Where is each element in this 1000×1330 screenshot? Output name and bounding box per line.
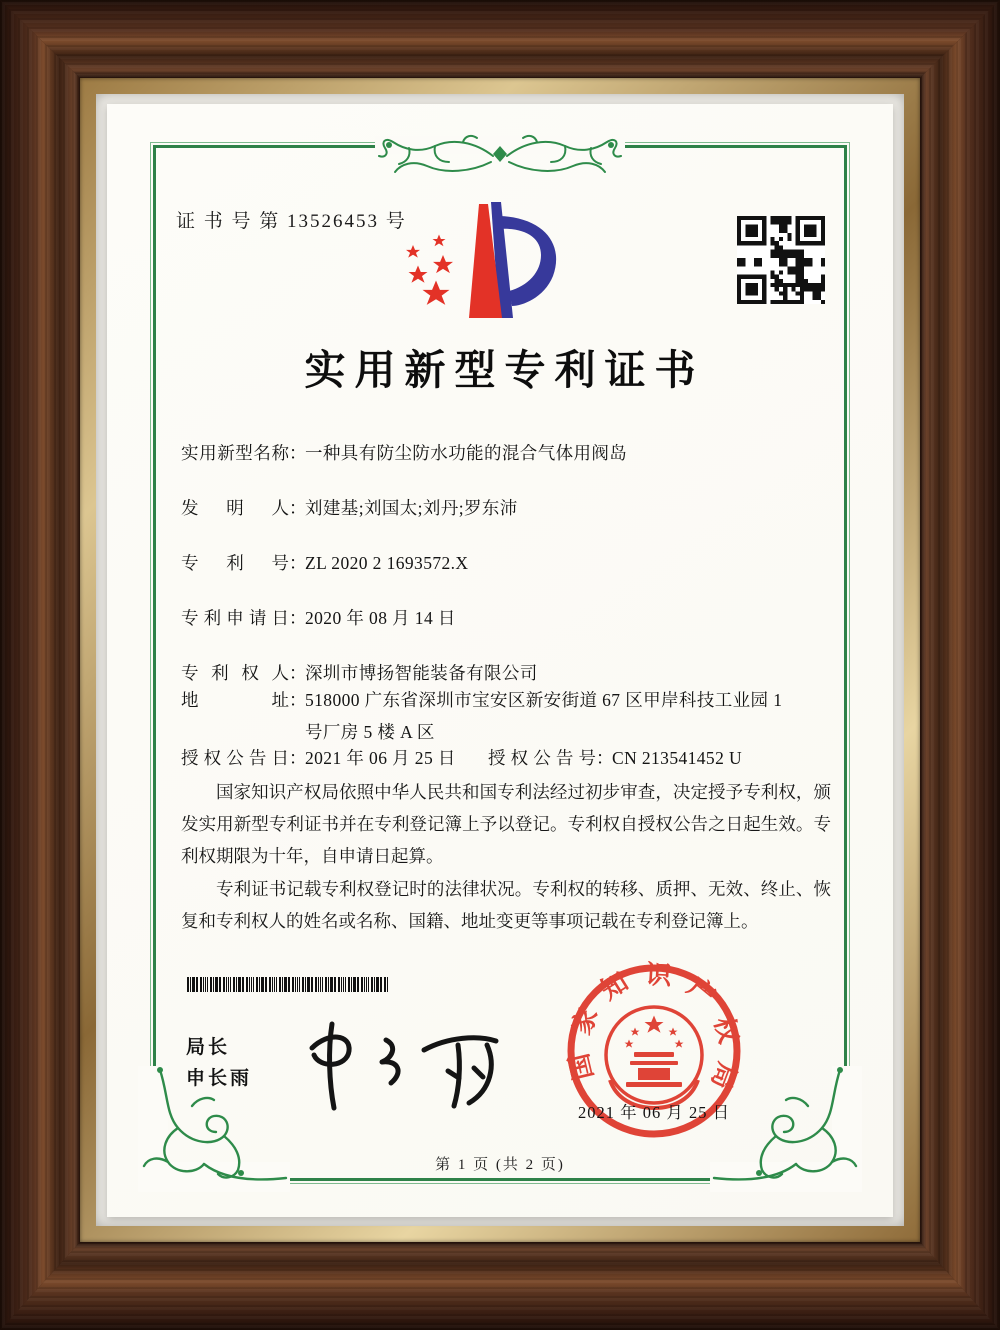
frame-left [0, 0, 80, 1330]
legal-paragraph-1: 国家知识产权局依照中华人民共和国专利法经过初步审查，决定授予专利权，颁发实用新型专利证书并在专利登记簿上予以登记。专利权自授权公告之日起生效。专利权期限为十年，自申请日起算。 [181, 782, 831, 867]
field-row-inventors [181, 492, 518, 524]
field-colon: ： [289, 690, 307, 710]
barcode-icon [187, 977, 393, 992]
commissioner-name: 申长雨 [186, 1068, 253, 1089]
field-label: 地址 [181, 690, 289, 710]
field-colon: ： [289, 498, 307, 518]
field-value: CN 213541452 U [612, 748, 743, 768]
cnipa-logo-icon [372, 194, 568, 326]
field-label: 专利号 [181, 553, 289, 573]
field-value: 2020 年 08 月 14 日 [305, 608, 456, 628]
certificate-number: 证 书 号 第 13526453 号 [176, 211, 407, 232]
field-label: 专利权人 [181, 663, 289, 683]
field-value: 2021 年 06 月 25 日 [305, 748, 456, 768]
field-row-name [181, 437, 627, 469]
field-colon: ： [289, 553, 307, 573]
field-colon: ： [596, 748, 614, 768]
seal-date: 2021 年 06 月 25 日 [577, 1103, 731, 1122]
signature-icon [298, 1010, 506, 1120]
field-value: 518000 广东省深圳市宝安区新安街道 67 区甲岸科技工业园 1 号厂房 5 楼 A 区 [305, 690, 783, 742]
page-number: 第 1 页 (共 2 页) [435, 1157, 565, 1173]
frame-bottom [0, 1242, 1000, 1330]
field-label: 授权公告号 [488, 748, 596, 768]
field-row-address [181, 684, 787, 748]
field-colon: ： [289, 443, 307, 463]
field-row-grant-date [181, 742, 456, 774]
field-row-patent-no [181, 547, 468, 579]
field-label: 授权公告日 [181, 748, 289, 768]
field-row-grant-no [488, 742, 742, 774]
qr-code-icon [737, 216, 825, 304]
frame-top [0, 0, 1000, 78]
field-label: 实用新型名称 [181, 443, 289, 463]
legal-text [181, 776, 831, 937]
field-colon: ： [289, 663, 307, 683]
field-colon: ： [289, 608, 307, 628]
frame-right [920, 0, 1000, 1330]
seal-text: 国家知识产权局 [564, 960, 744, 1094]
certificate-title: 实用新型专利证书 [304, 347, 705, 393]
field-label: 专利申请日 [181, 608, 289, 628]
commissioner-title: 局长 [186, 1037, 231, 1058]
field-label: 发明人 [181, 498, 289, 518]
field-value: ZL 2020 2 1693572.X [305, 553, 469, 573]
field-row-filing-date [181, 602, 456, 634]
legal-paragraph-2: 专利证书记载专利权登记时的法律状况。专利权的转移、质押、无效、终止、恢复和专利权人的姓名或名称、国籍、地址变更等事项记载在专利登记簿上。 [181, 878, 831, 931]
field-value: 一种具有防尘防水功能的混合气体用阀岛 [305, 443, 628, 463]
field-value: 深圳市博扬智能装备有限公司 [305, 663, 538, 683]
dragon-ornament-icon [375, 128, 625, 186]
field-colon: ： [289, 748, 307, 768]
field-value: 刘建基;刘国太;刘丹;罗东沛 [305, 498, 518, 518]
